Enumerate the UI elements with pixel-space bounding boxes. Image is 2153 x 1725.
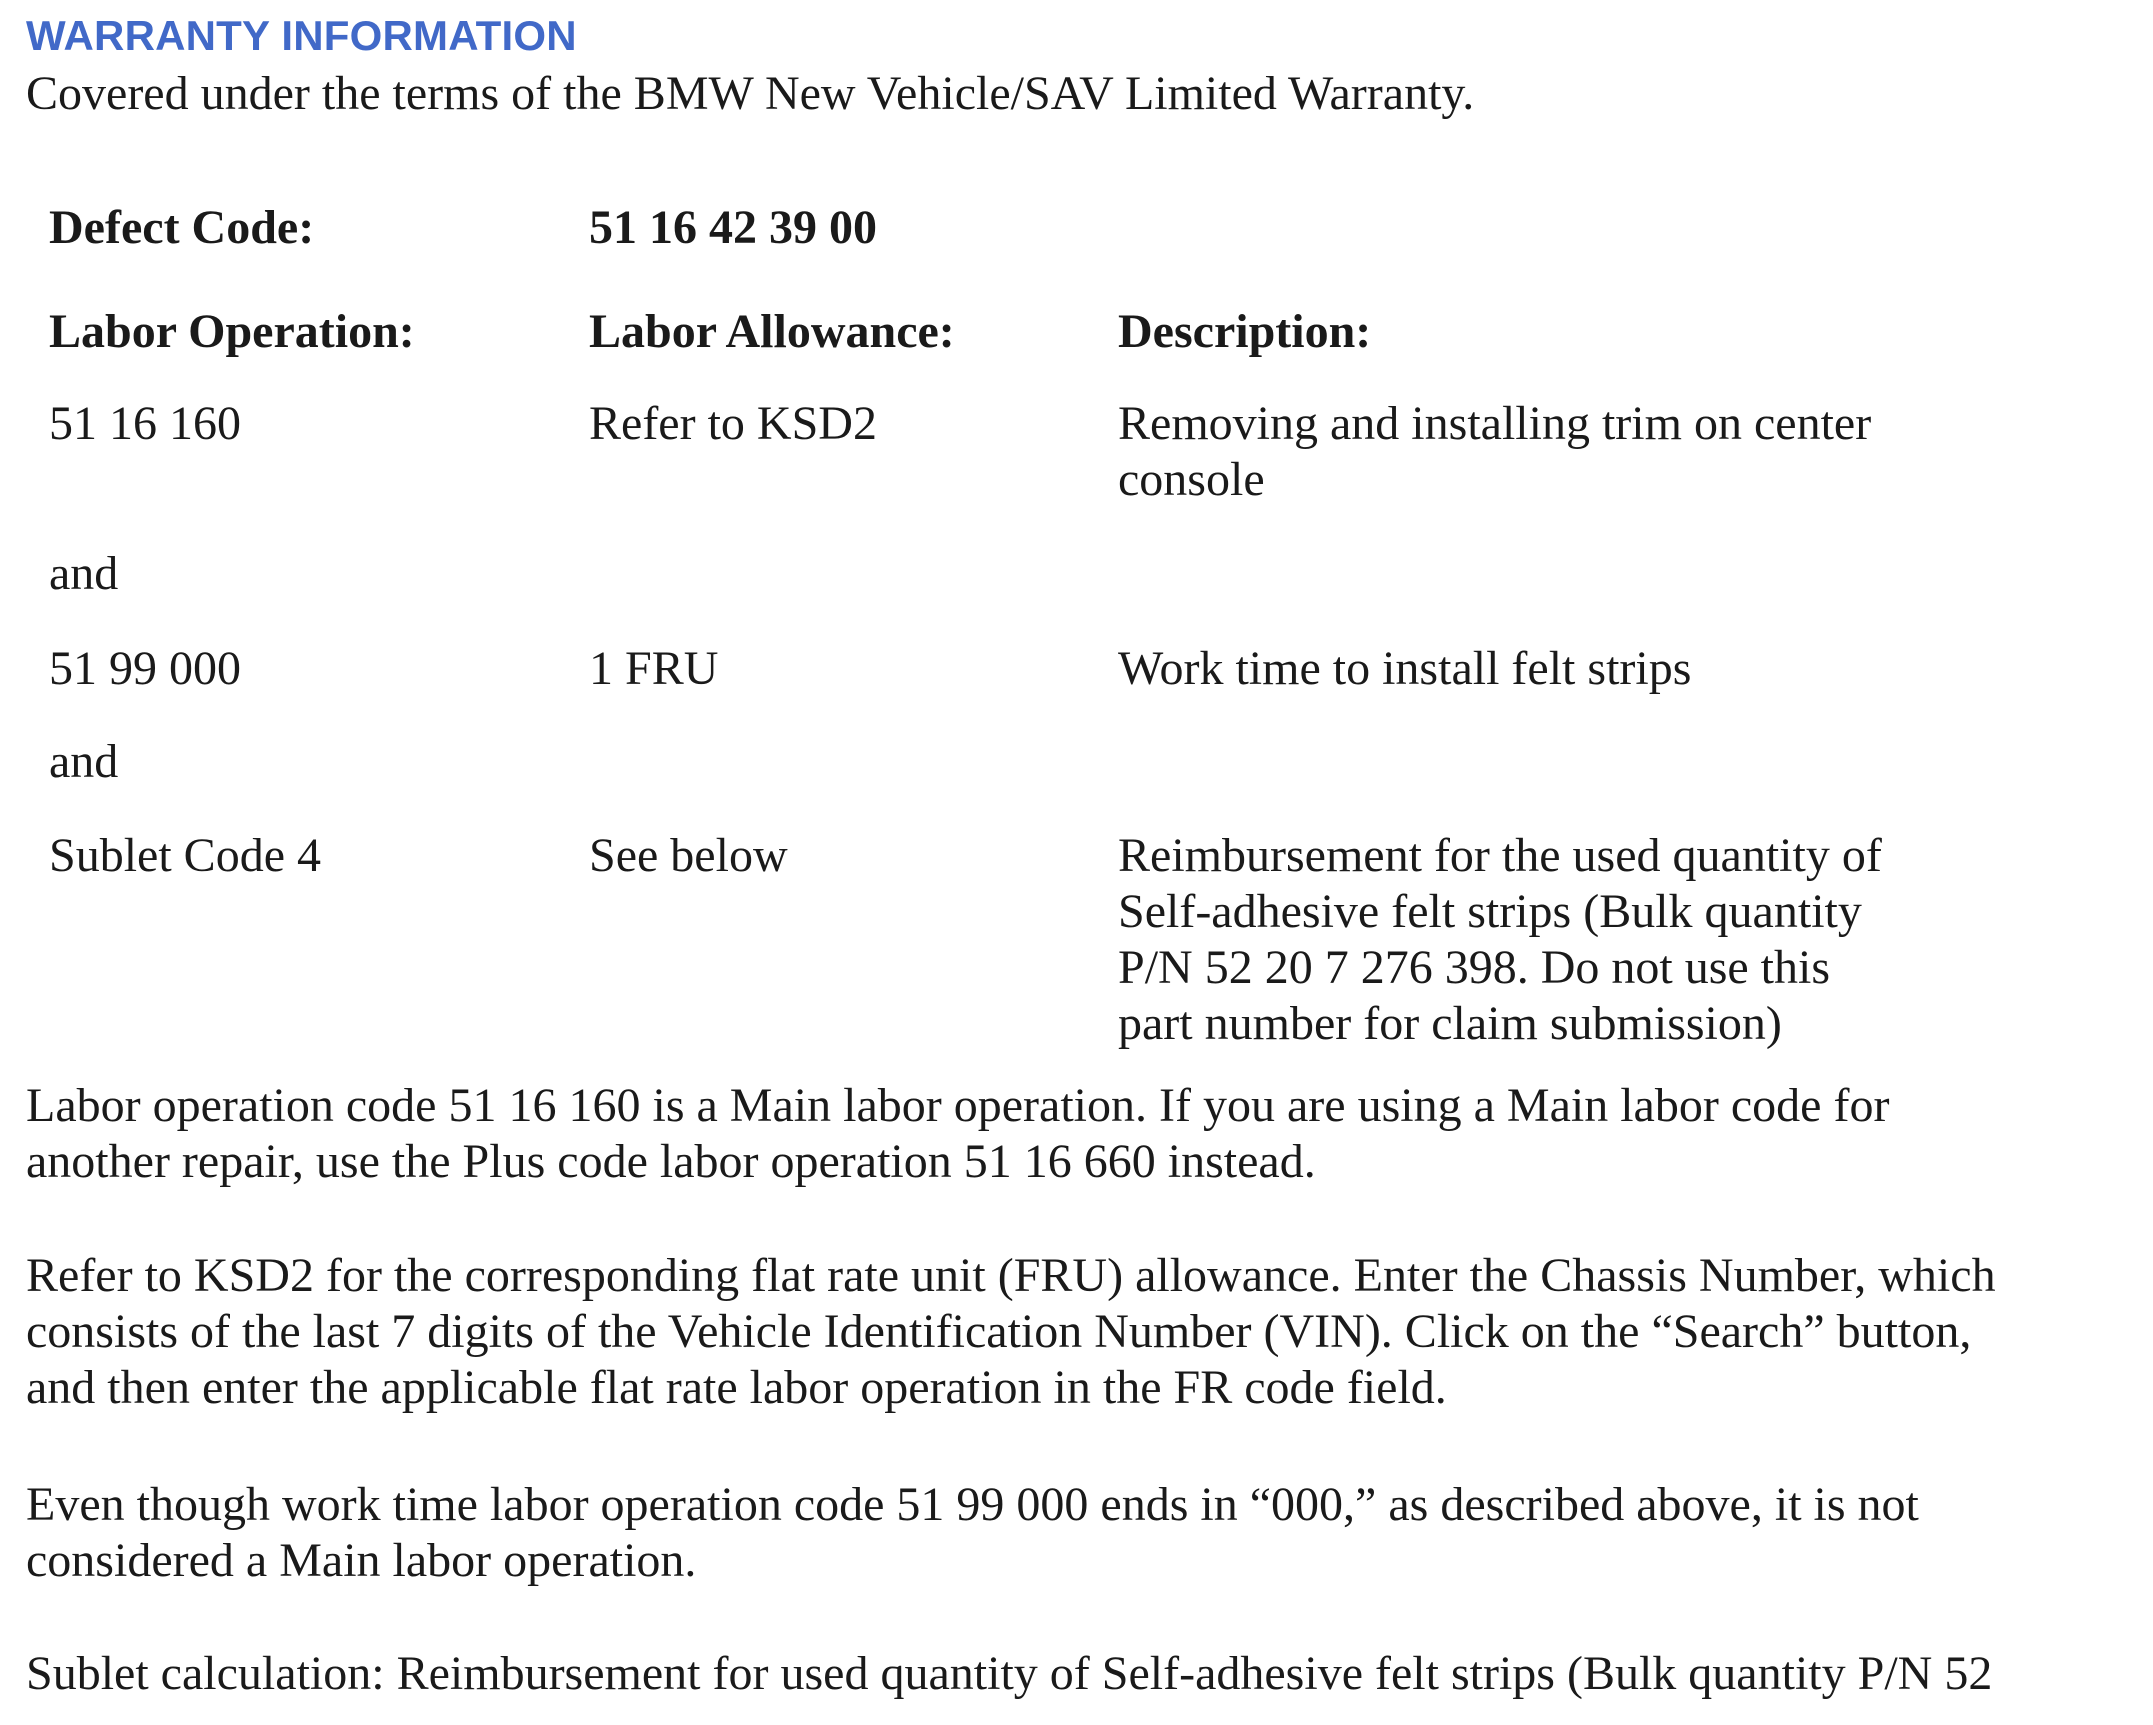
row2-operation: 51 99 000: [49, 642, 241, 695]
header-labor-operation: Labor Operation:: [49, 305, 415, 358]
row3-description-line: Self-adhesive felt strips (Bulk quantity: [1118, 885, 1862, 938]
paragraph-line: Labor operation code 51 16 160 is a Main labor operation. If you are using a Main labor code for: [26, 1079, 1890, 1132]
row3-allowance: See below: [589, 829, 788, 882]
row1-description-line: Removing and installing trim on center: [1118, 397, 1872, 450]
row2-description: Work time to install felt strips: [1118, 642, 1692, 695]
row3-description-line: part number for claim submission): [1118, 997, 1782, 1050]
section-heading: WARRANTY INFORMATION: [26, 12, 577, 59]
paragraph-line: consists of the last 7 digits of the Vehicle Identification Number (VIN). Click on the “Search” button,: [26, 1305, 1972, 1358]
and-connector: and: [49, 735, 119, 788]
paragraph-line: and then enter the applicable flat rate labor operation in the FR code field.: [26, 1361, 1447, 1414]
row1-allowance: Refer to KSD2: [589, 397, 877, 450]
paragraph-line: Sublet calculation: Reimbursement for used quantity of Self-adhesive felt strips (Bulk quantity P/N 52: [26, 1647, 1993, 1700]
row3-operation: Sublet Code 4: [49, 829, 321, 882]
paragraph-work-time: [26, 1477, 1919, 1589]
warranty-intro: Covered under the terms of the BMW New Vehicle/SAV Limited Warranty.: [26, 67, 1475, 120]
row1-operation: 51 16 160: [49, 397, 241, 450]
header-description: Description:: [1118, 305, 1372, 358]
paragraph-line: Even though work time labor operation code 51 99 000 ends in “000,” as described above, it is not: [26, 1478, 1919, 1531]
row3-description-line: P/N 52 20 7 276 398. Do not use this: [1118, 941, 1831, 994]
paragraph-line: considered a Main labor operation.: [26, 1534, 697, 1587]
row3-description: [1118, 828, 1882, 1052]
row1-description: [1118, 396, 1871, 508]
paragraph-line: Refer to KSD2 for the corresponding flat rate unit (FRU) allowance. Enter the Chassis Number, which: [26, 1249, 1996, 1302]
defect-code-label: Defect Code:: [49, 201, 315, 254]
paragraph-main-labor: [26, 1078, 1889, 1190]
and-connector: and: [49, 547, 119, 600]
defect-code-value: 51 16 42 39 00: [589, 201, 877, 254]
row1-description-line: console: [1118, 453, 1265, 506]
row3-description-line: Reimbursement for the used quantity of: [1118, 829, 1882, 882]
header-labor-allowance: Labor Allowance:: [589, 305, 955, 358]
paragraph-ksd2: [26, 1248, 1996, 1416]
row2-allowance: 1 FRU: [589, 642, 719, 695]
paragraph-sublet: [26, 1646, 1992, 1702]
paragraph-line: another repair, use the Plus code labor operation 51 16 660 instead.: [26, 1135, 1316, 1188]
